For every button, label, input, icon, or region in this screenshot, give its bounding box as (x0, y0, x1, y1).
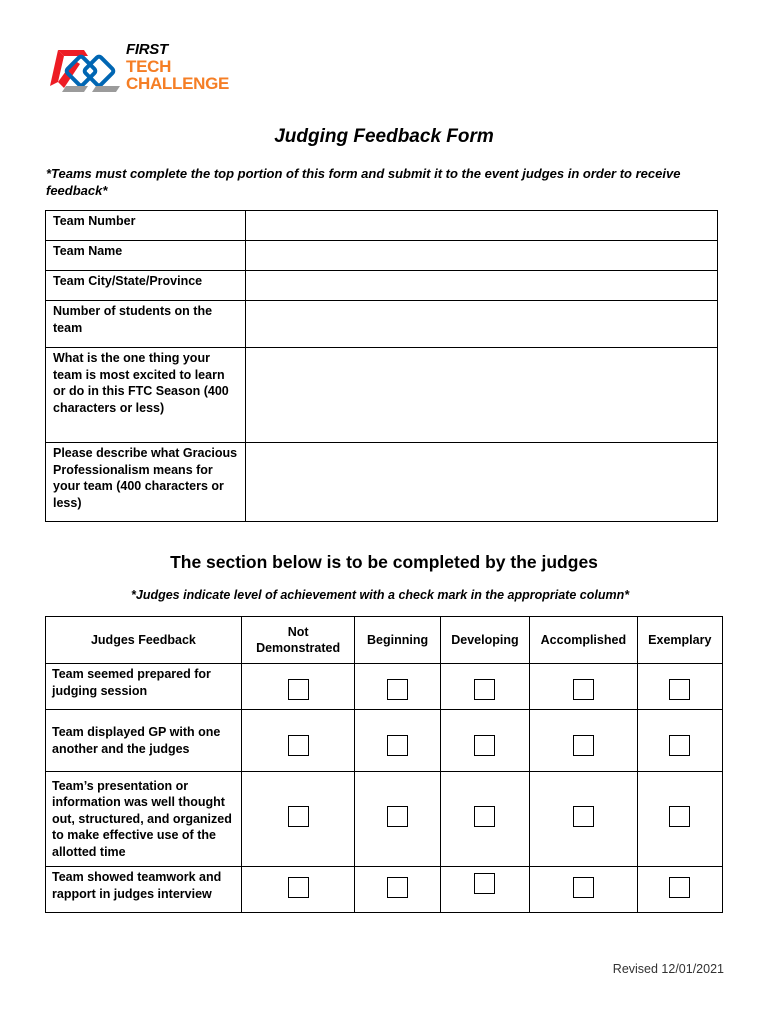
cell-developing (440, 664, 529, 710)
checkbox-not-demonstrated[interactable] (288, 877, 309, 898)
checkbox-beginning[interactable] (387, 735, 408, 756)
checkbox-developing[interactable] (474, 873, 495, 894)
cell-developing (440, 710, 529, 772)
excited-question-label: What is the one thing your team is most excited to learn or do in this FTC Season (400 characters or less) (46, 348, 246, 443)
team-number-field[interactable] (246, 211, 718, 241)
criterion-label: Team showed teamwork and rapport in judges interview (46, 867, 242, 913)
team-name-label: Team Name (46, 241, 246, 271)
team-info-table (45, 210, 718, 522)
team-location-field[interactable] (246, 271, 718, 301)
checkbox-exemplary[interactable] (669, 806, 690, 827)
cell-developing (440, 867, 529, 913)
cell-not-demonstrated (241, 867, 355, 913)
checkbox-accomplished[interactable] (573, 806, 594, 827)
criterion-label: Team seemed prepared for judging session (46, 664, 242, 710)
gp-answer-field[interactable] (246, 443, 718, 522)
cell-developing (440, 772, 529, 867)
checkbox-beginning[interactable] (387, 806, 408, 827)
page-title: Judging Feedback Form (274, 126, 494, 147)
team-info-row (46, 301, 718, 348)
checkbox-beginning[interactable] (387, 679, 408, 700)
first-tech-challenge-logo (44, 42, 244, 102)
cell-beginning (355, 772, 440, 867)
checkbox-developing[interactable] (474, 735, 495, 756)
team-number-label: Team Number (46, 211, 246, 241)
team-info-row (46, 443, 718, 522)
cell-exemplary (637, 772, 722, 867)
column-header-accomplished: Accomplished (530, 617, 637, 664)
logo-challenge-text: CHALLENGE (126, 74, 230, 93)
column-header-not-demonstrated: Not Demonstrated (241, 617, 355, 664)
cell-not-demonstrated (241, 772, 355, 867)
checkbox-developing[interactable] (474, 679, 495, 700)
logo-first-text: FIRST (126, 41, 168, 58)
cell-exemplary (637, 710, 722, 772)
logo-tech-text: TECH (126, 57, 172, 76)
excited-answer-field[interactable] (246, 348, 718, 443)
judges-instructions-note: *Judges indicate level of achievement with a check mark in the appropriate column* (131, 588, 630, 602)
checkbox-beginning[interactable] (387, 877, 408, 898)
gp-question-label: Please describe what Gracious Professionalism means for your team (400 characters or less) (46, 443, 246, 522)
team-info-row (46, 348, 718, 443)
cell-accomplished (530, 867, 637, 913)
criterion-label: Team’s presentation or information was well thought out, structured, and organized to make effective use of the allotted time (46, 772, 242, 867)
cell-beginning (355, 867, 440, 913)
team-name-field[interactable] (246, 241, 718, 271)
feedback-row (46, 664, 723, 710)
cell-not-demonstrated (241, 664, 355, 710)
student-count-field[interactable] (246, 301, 718, 348)
cell-accomplished (530, 772, 637, 867)
revision-date: Revised 12/01/2021 (612, 962, 724, 976)
team-info-row (46, 241, 718, 271)
team-info-row (46, 271, 718, 301)
ftc-emblem-icon (44, 42, 126, 102)
team-info-row (46, 211, 718, 241)
cell-not-demonstrated (241, 710, 355, 772)
cell-beginning (355, 664, 440, 710)
checkbox-accomplished[interactable] (573, 877, 594, 898)
checkbox-not-demonstrated[interactable] (288, 806, 309, 827)
student-count-label: Number of students on the team (46, 301, 246, 348)
checkbox-not-demonstrated[interactable] (288, 735, 309, 756)
checkbox-exemplary[interactable] (669, 735, 690, 756)
judges-feedback-table (45, 616, 723, 913)
cell-accomplished (530, 710, 637, 772)
column-header-judges-feedback: Judges Feedback (46, 617, 242, 664)
checkbox-accomplished[interactable] (573, 735, 594, 756)
feedback-row (46, 772, 723, 867)
judges-section-title: The section below is to be completed by the judges (170, 552, 598, 572)
column-header-exemplary: Exemplary (637, 617, 722, 664)
judges-table-header-row (46, 617, 723, 664)
checkbox-developing[interactable] (474, 806, 495, 827)
checkbox-exemplary[interactable] (669, 877, 690, 898)
checkbox-accomplished[interactable] (573, 679, 594, 700)
column-header-developing: Developing (440, 617, 529, 664)
feedback-row (46, 867, 723, 913)
cell-exemplary (637, 867, 722, 913)
column-header-beginning: Beginning (355, 617, 440, 664)
cell-exemplary (637, 664, 722, 710)
feedback-row (46, 710, 723, 772)
cell-accomplished (530, 664, 637, 710)
team-location-label: Team City/State/Province (46, 271, 246, 301)
team-instructions-note: *Teams must complete the top portion of this form and submit it to the event judges in order to receive feedback* (46, 166, 681, 198)
checkbox-exemplary[interactable] (669, 679, 690, 700)
criterion-label: Team displayed GP with one another and the judges (46, 710, 242, 772)
checkbox-not-demonstrated[interactable] (288, 679, 309, 700)
cell-beginning (355, 710, 440, 772)
